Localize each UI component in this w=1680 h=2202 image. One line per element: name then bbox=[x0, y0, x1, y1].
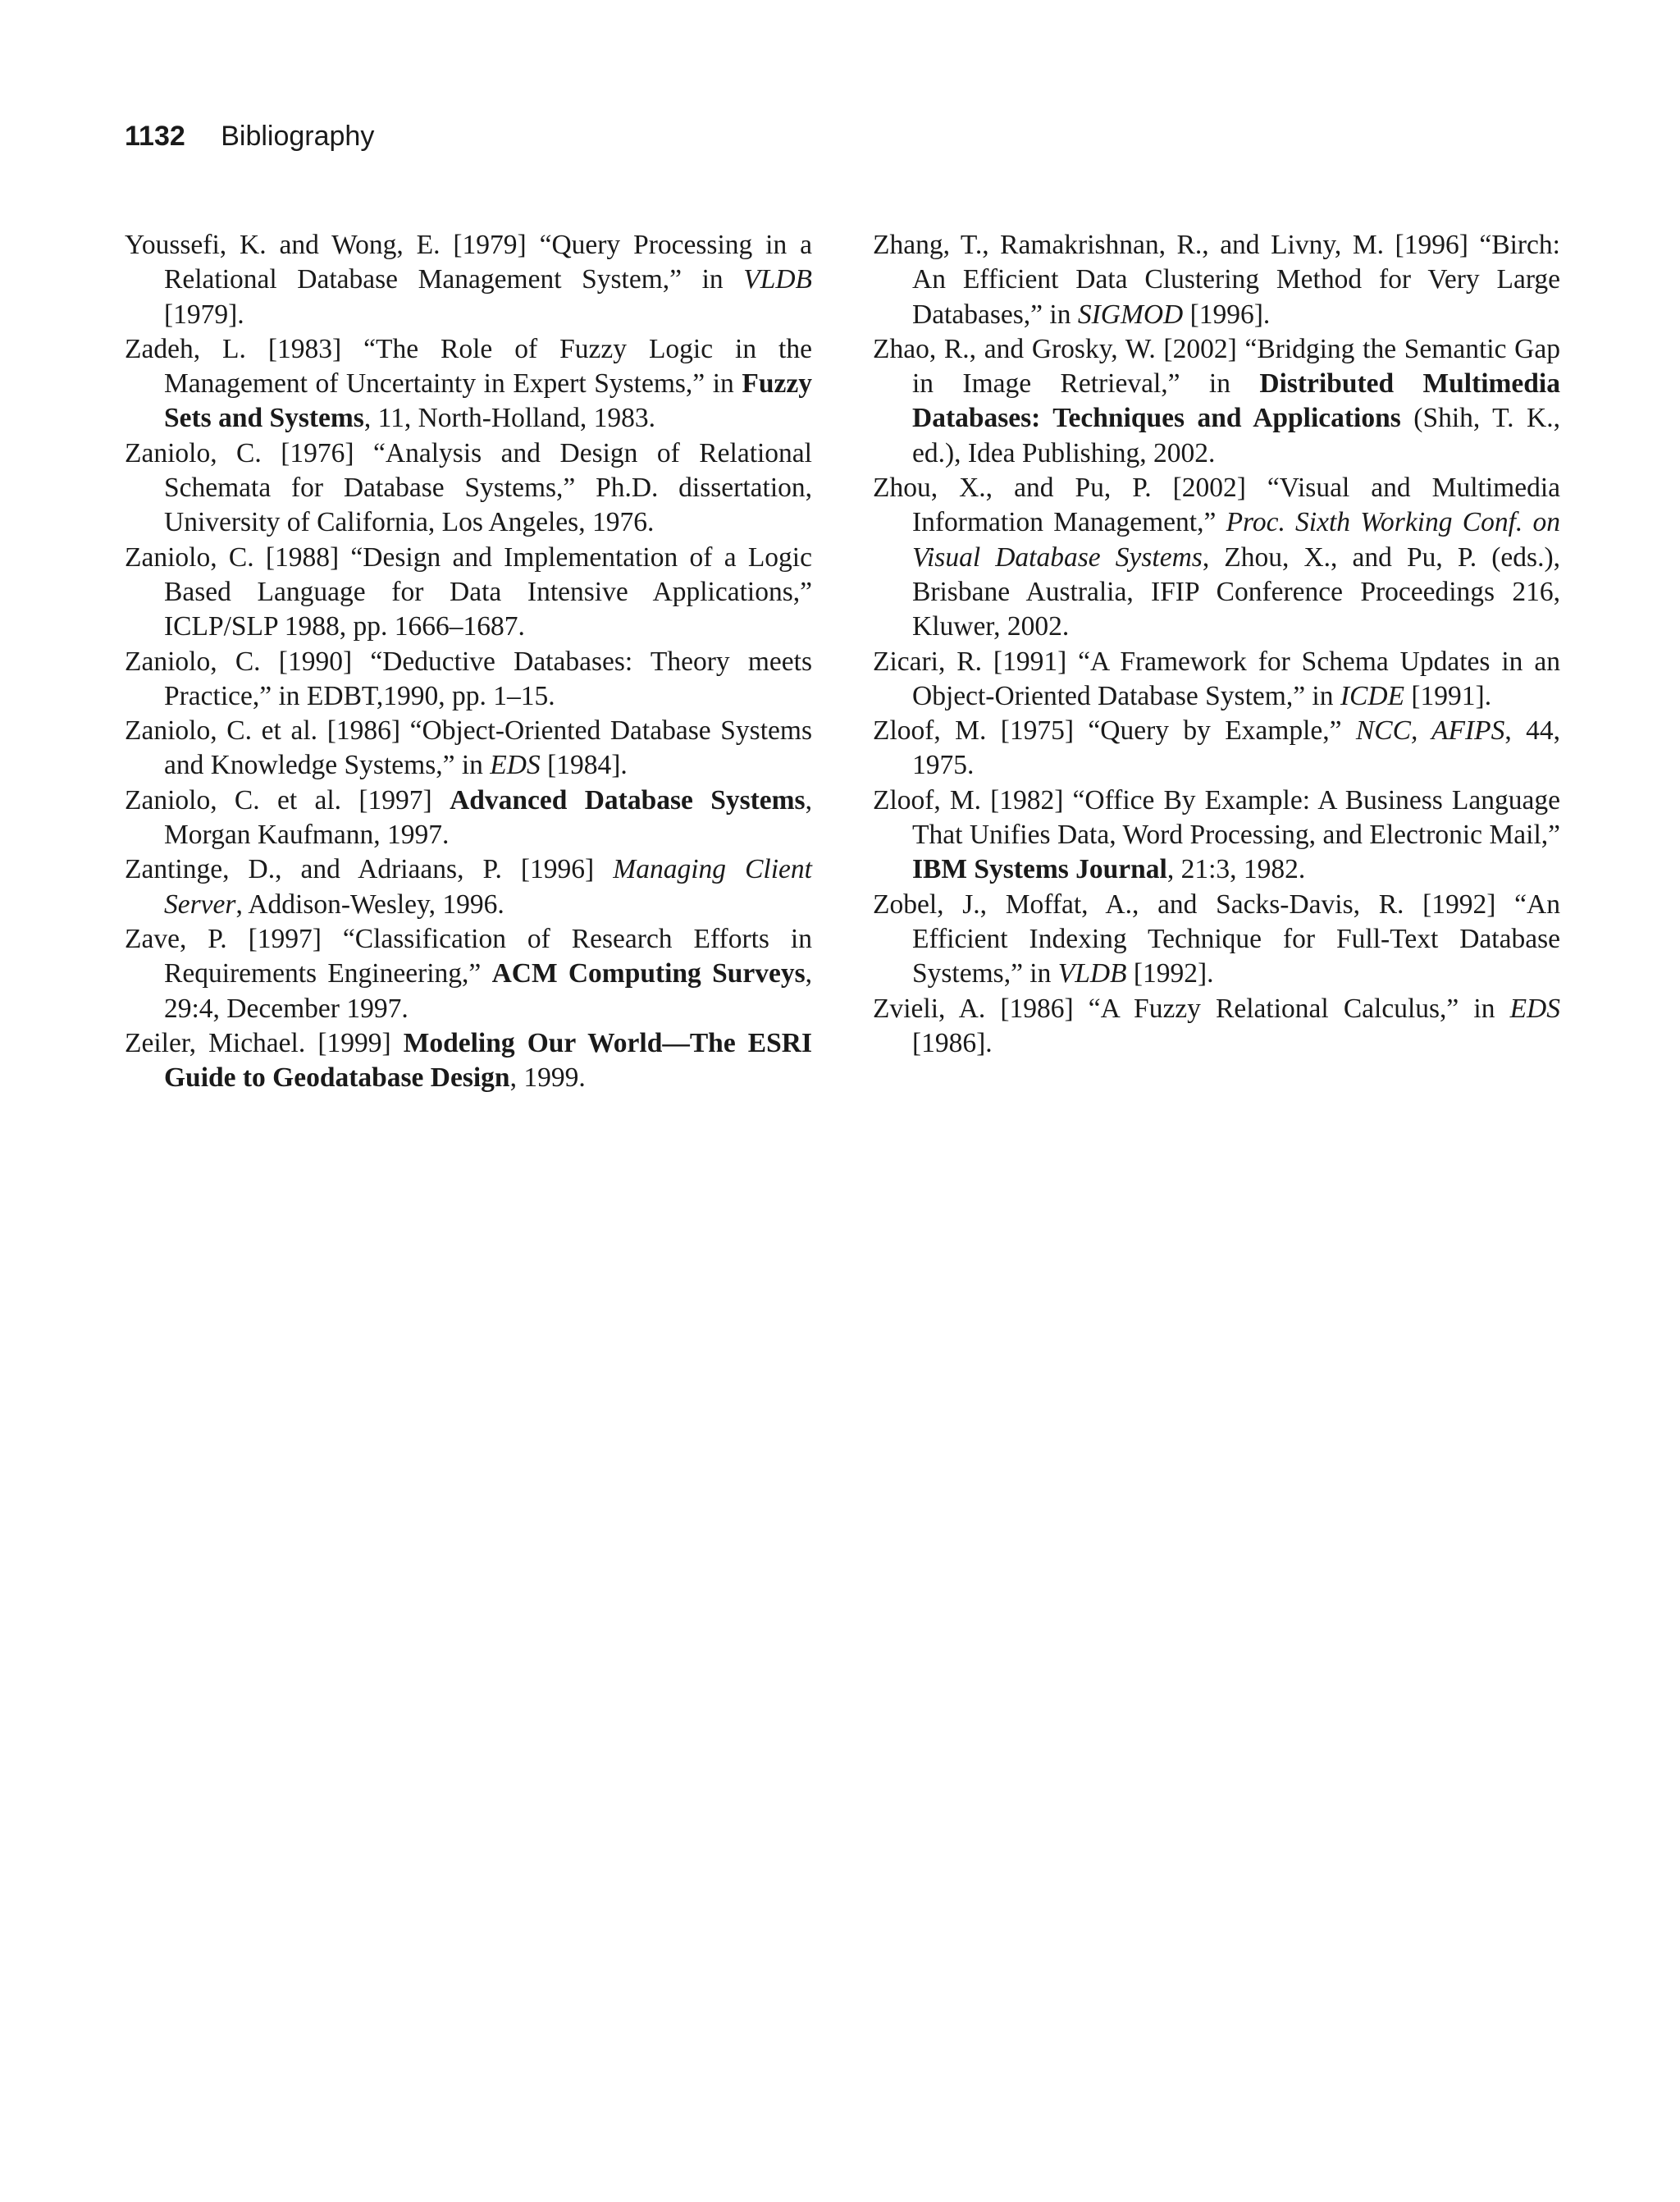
bibliography-entry bbox=[125, 714, 812, 783]
entry-text: [1992]. bbox=[1126, 958, 1214, 989]
entry-italic-title: ICDE bbox=[1340, 680, 1405, 711]
bibliography-entry bbox=[125, 645, 812, 715]
entry-text: Zaniolo, C. et al. [1997] bbox=[125, 784, 450, 815]
entry-text: Zaniolo, C. [1976] “Analysis and Design of Relational Schemata for Database Systems,” Ph.D. dissertation, University of California, Los Angeles, 1976. bbox=[125, 437, 812, 538]
entry-italic-title: Proc. Sixth Working Conf. on Visual Database Systems bbox=[912, 507, 1560, 573]
entry-bold-title: Modeling Our World—The ESRI Guide to Geodatabase Design bbox=[164, 1027, 812, 1094]
entry-text: [1986]. bbox=[912, 1027, 993, 1058]
entry-text: Zvieli, A. [1986] “A Fuzzy Relational Calculus,” in bbox=[873, 993, 1510, 1024]
entry-text: , 11, North-Holland, 1983. bbox=[363, 403, 655, 434]
entry-text: Zadeh, L. [1983] “The Role of Fuzzy Logic in the Management of Uncertainty in Expert Systems,” in bbox=[125, 333, 812, 400]
entry-italic-title: EDS bbox=[490, 750, 541, 781]
bibliography-entry bbox=[125, 541, 812, 645]
entry-text: , 1999. bbox=[509, 1062, 586, 1094]
entry-text: (Shih, T. K., ed.), Idea Publishing, 2002. bbox=[912, 403, 1560, 468]
entry-text: [1991]. bbox=[1404, 680, 1492, 711]
entry-text: Zantinge, D., and Adriaans, P. [1996] bbox=[125, 854, 614, 885]
entry-bold-title: ACM Computing Surveys bbox=[491, 958, 806, 989]
entry-text: , 44, 1975. bbox=[912, 715, 1560, 781]
entry-text: Zaniolo, C. [1988] “Design and Implementation of a Logic Based Language for Data Intensive Applications,” ICLP/SLP 1988, pp. 1666–1687. bbox=[125, 541, 812, 642]
entry-italic-title: SIGMOD bbox=[1077, 299, 1184, 330]
bibliography-entry bbox=[125, 852, 812, 922]
bibliography-column-left bbox=[125, 228, 812, 1095]
entry-text: Zloof, M. [1975] “Query by Example,” bbox=[873, 715, 1356, 747]
bibliography-entry bbox=[125, 436, 812, 541]
entry-text: Zaniolo, C. et al. [1986] “Object-Oriented Database Systems and Knowledge Systems,” in bbox=[125, 715, 812, 781]
bibliography-entry bbox=[873, 228, 1560, 332]
entry-text: , 21:3, 1982. bbox=[1166, 854, 1306, 885]
entry-text: [1996]. bbox=[1183, 299, 1271, 330]
bibliography-entry bbox=[125, 922, 812, 1026]
entry-italic-title: EDS bbox=[1509, 993, 1560, 1024]
entry-bold-title: Fuzzy Sets and Systems bbox=[164, 368, 812, 434]
entry-text: , Morgan Kaufmann, 1997. bbox=[164, 784, 812, 851]
entry-text: , Zhou, X., and Pu, P. (eds.), Brisbane Australia, IFIP Conference Proceedings 216, Kluwer, 2002. bbox=[912, 541, 1560, 642]
bibliography-entry bbox=[873, 645, 1560, 715]
bibliography-entry bbox=[125, 332, 812, 436]
entry-text: [1984]. bbox=[540, 750, 628, 781]
entry-italic-title: VLDB bbox=[1057, 958, 1127, 989]
bibliography-entry bbox=[873, 471, 1560, 644]
section-title: Bibliography bbox=[221, 121, 375, 152]
entry-text: Zaniolo, C. [1990] “Deductive Databases: Theory meets Practice,” in EDBT,1990, pp. 1–15. bbox=[125, 646, 812, 711]
entry-text: Zhou, X., and Pu, P. [2002] “Visual and Multimedia Information Management,” bbox=[873, 473, 1560, 538]
bibliography-entry bbox=[873, 714, 1560, 783]
entry-text: [1979]. bbox=[164, 299, 244, 330]
entry-italic-title: VLDB bbox=[743, 264, 812, 295]
entry-text: Youssefi, K. and Wong, E. [1979] “Query Processing in a Relational Database Management System,” in bbox=[125, 230, 812, 295]
entry-bold-title: Distributed Multimedia Databases: Techniques and Applications bbox=[912, 368, 1560, 434]
bibliography-entry bbox=[125, 783, 812, 853]
running-head bbox=[125, 116, 374, 156]
bibliography-entry bbox=[125, 1026, 812, 1096]
entry-text: , Addison-Wesley, 1996. bbox=[235, 889, 504, 920]
bibliography-entry bbox=[125, 228, 812, 332]
bibliography-entry bbox=[873, 783, 1560, 888]
bibliography-entry bbox=[873, 332, 1560, 471]
entry-text: Zeiler, Michael. [1999] bbox=[125, 1027, 404, 1058]
page-number: 1132 bbox=[125, 121, 185, 152]
entry-text: Zave, P. [1997] “Classification of Research Efforts in Requirements Engineering,” bbox=[125, 923, 812, 989]
entry-text: Zloof, M. [1982] “Office By Example: A Business Language That Unifies Data, Word Processing, and Electronic Mail,” bbox=[873, 784, 1560, 851]
entry-text: Zhao, R., and Grosky, W. [2002] “Bridging the Semantic Gap in Image Retrieval,” in bbox=[873, 333, 1560, 400]
bibliography-column-right bbox=[873, 228, 1560, 1061]
entry-text: Zobel, J., Moffat, A., and Sacks-Davis, R. [1992] “An Efficient Indexing Technique for Full-Text Database Systems,” in bbox=[873, 889, 1560, 989]
entry-text: Zicari, R. [1991] “A Framework for Schema Updates in an Object-Oriented Database System,” in bbox=[873, 646, 1560, 711]
entry-bold-title: Advanced Database Systems bbox=[450, 784, 806, 815]
entry-text: Zhang, T., Ramakrishnan, R., and Livny, M. [1996] “Birch: An Efficient Data Clustering Method for Very Large Databases,” in bbox=[873, 230, 1560, 330]
entry-bold-title: IBM Systems Journal bbox=[912, 854, 1167, 885]
bibliography-entry bbox=[873, 888, 1560, 992]
entry-italic-title: Managing Client Server bbox=[164, 854, 812, 920]
entry-text: , 29:4, December 1997. bbox=[164, 958, 812, 1024]
bibliography-entry bbox=[873, 992, 1560, 1062]
entry-italic-title: NCC, AFIPS bbox=[1355, 715, 1505, 747]
